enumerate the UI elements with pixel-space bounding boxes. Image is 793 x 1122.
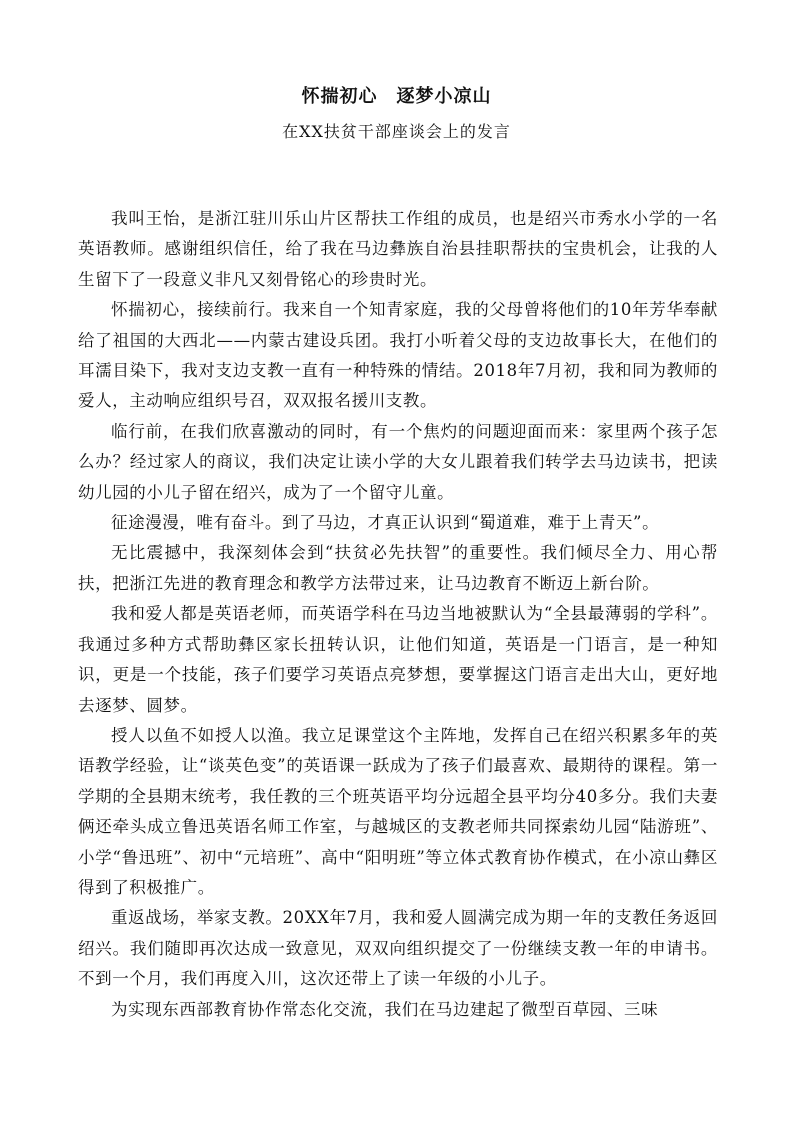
paragraph: 临行前，在我们欣喜激动的同时，有一个焦灼的问题迎面而来：家里两个孩子怎么办？经过家人的商议，我们决定让读小学的大女儿跟着我们转学去马边读书，把读幼儿园的小儿子留在绍兴，成为了一个留守儿童。	[78, 421, 718, 502]
paragraph: 为实现东西部教育协作常态化交流，我们在马边建起了微型百草园、三味	[111, 999, 659, 1019]
document-body	[78, 204, 718, 1025]
paragraph: 无比震撼中，我深刻体会到“扶贫必先扶智”的重要性。我们倾尽全力、用心帮扶，把浙江先进的教育理念和教学方法带过来，让马边教育不断迈上新台阶。	[78, 543, 718, 593]
paragraph: 征途漫漫，唯有奋斗。到了马边，才真正认识到“蜀道难，难于上青天”。	[111, 513, 660, 533]
paragraph: 授人以鱼不如授人以渔。我立足课堂这个主阵地，发挥自己在绍兴积累多年的英语教学经验，让“谈英色变”的英语课一跃成为了孩子们最喜欢、最期待的课程。第一学期的全县期末统考，我任教的三个班英语平均分远超全县平均分40多分。我们夫妻俩还牵头成立鲁迅英语名师工作室，与越城区的支教老师共同探索幼儿园“陆游班”、小学“鲁迅班”、初中“元培班”、高中“阳明班”等立体式教育协作模式，在小凉山彝区得到了积极推广。	[78, 725, 718, 897]
document-subtitle: 在XX扶贫干部座谈会上的发言	[282, 122, 511, 141]
paragraph: 我和爱人都是英语老师，而英语学科在马边当地被默认为“全县最薄弱的学科”。我通过多种方式帮助彝区家长扭转认识，让他们知道，英语是一门语言，是一种知识，更是一个技能，孩子们要学习英语点亮梦想，要掌握这门语言走出大山，更好地去逐梦、圆梦。	[78, 604, 718, 715]
document-title: 怀揣初心 逐梦小凉山	[301, 86, 492, 107]
paragraph: 重返战场，举家支教。20XX年7月，我和爱人圆满完成为期一年的支教任务返回绍兴。我们随即再次达成一致意见，双双向组织提交了一份继续支教一年的申请书。不到一个月，我们再度入川，这次还带上了读一年级的小儿子。	[78, 908, 718, 989]
paragraph: 我叫王怡，是浙江驻川乐山片区帮扶工作组的成员，也是绍兴市秀水小学的一名英语教师。感谢组织信任，给了我在马边彝族自治县挂职帮扶的宝贵机会，让我的人生留下了一段意义非凡又刻骨铭心的珍贵时光。	[78, 209, 718, 289]
paragraph: 怀揣初心，接续前行。我来自一个知青家庭，我的父母曾将他们的10年芳华奉献给了祖国的大西北——内蒙古建设兵团。我打小听着父母的支边故事长大，在他们的耳濡目染下，我对支边支教一直有一种特殊的情结。2018年7月初，我和同为教师的爱人，主动响应组织号召，双双报名援川支教。	[78, 300, 718, 411]
